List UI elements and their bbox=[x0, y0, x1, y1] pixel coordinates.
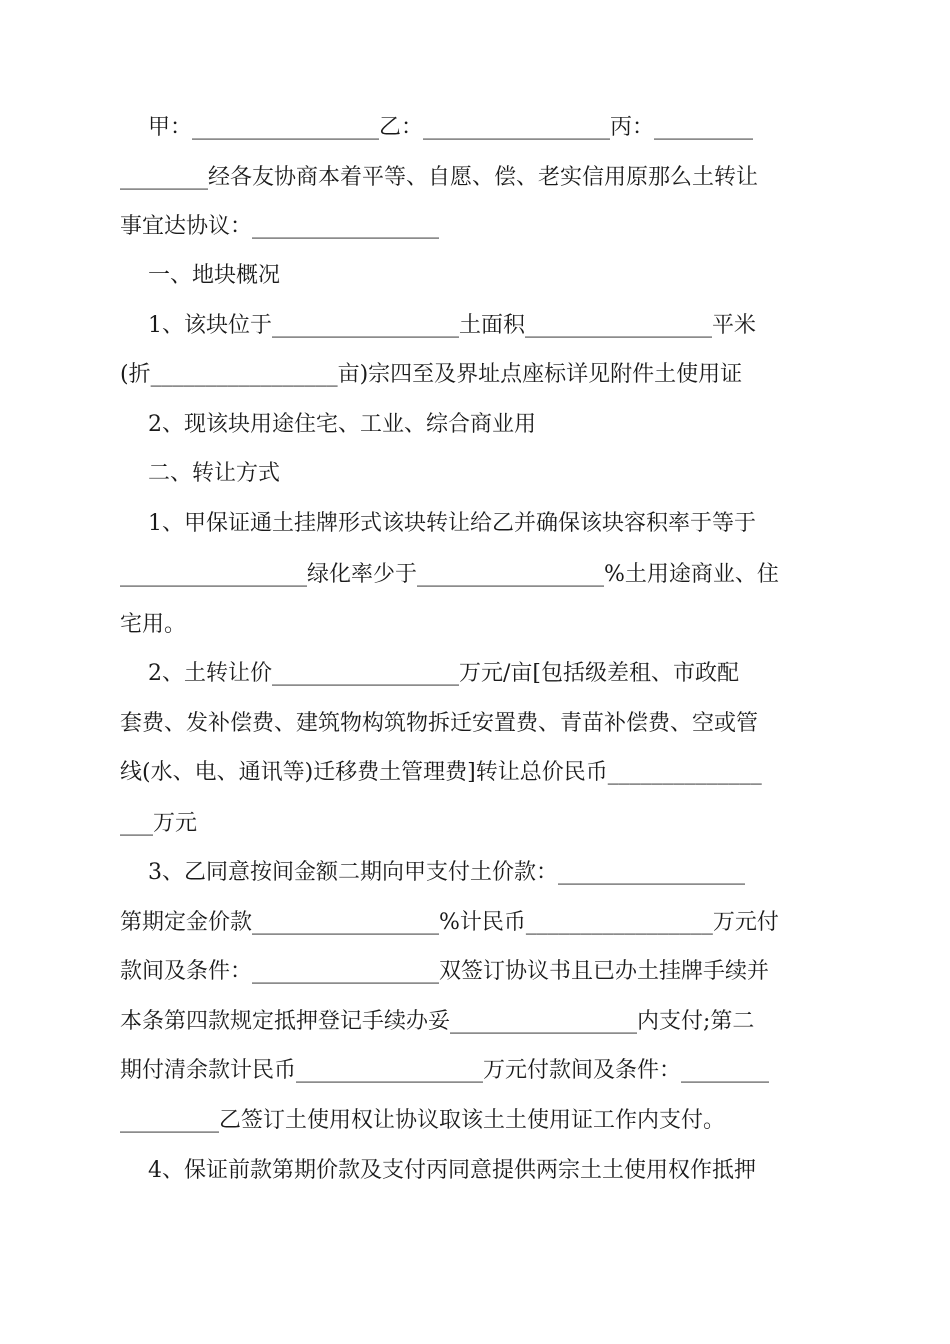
clause-2-3-line-3: 款间及条件：_________________双签订协议书且已办土挂牌手续并 bbox=[120, 959, 770, 984]
clause-2-3-line-1: 3、乙同意按间金额二期向甲支付土价款：_________________ bbox=[120, 860, 745, 885]
section-heading-1: 一、地块概况 bbox=[120, 263, 280, 288]
clause-1-1-line-2: (折_________________亩)宗四至及界址点座标详见附件土使用证 bbox=[120, 362, 743, 387]
clause-2-2-line-2: 套费、发补偿费、建筑物构筑物拆迁安置费、青苗补偿费、空或管 bbox=[120, 711, 759, 736]
clause-1-2: 2、现该块用途住宅、工业、综合商业用 bbox=[120, 412, 536, 437]
clause-2-3-line-5: 期付清余款计民币_________________万元付款间及条件：________ bbox=[120, 1058, 770, 1083]
clause-2-1-line-3: 宅用。 bbox=[120, 612, 187, 637]
clause-2-3-line-4: 本条第四款规定抵押登记手续办妥_________________内支付;第二 bbox=[120, 1009, 755, 1034]
clause-2-3-line-6: _________乙签订土使用权让协议取该土土使用证工作内支付。 bbox=[120, 1108, 726, 1133]
clause-1-1-line-1: 1、该块位于_________________土面积_________________平米 bbox=[120, 313, 756, 338]
party-line: 甲：_________________乙：_________________丙：_________ bbox=[120, 115, 753, 140]
clause-2-3-line-2: 第期定金价款_________________%计民币_________________万元付 bbox=[120, 910, 779, 935]
clause-2-2-line-4: ___万元 bbox=[120, 811, 198, 836]
clause-2-2-line-1: 2、土转让价_________________万元/亩[包括级差租、市政配 bbox=[120, 661, 739, 686]
clause-2-1-line-2: _________________绿化率少于_________________%土用途商业、住 bbox=[120, 562, 779, 587]
clause-2-4-line-1: 4、保证前款第期价款及支付丙同意提供两宗土土使用权作抵押 bbox=[120, 1158, 756, 1183]
clause-2-2-line-3: 线(水、电、通讯等)迁移费土管理费]转让总价民币______________ bbox=[120, 760, 762, 785]
clause-2-1-line-1: 1、甲保证通土挂牌形式该块转让给乙并确保该块容积率于等于 bbox=[120, 511, 756, 536]
section-heading-2: 二、转让方式 bbox=[120, 461, 280, 486]
preamble-line-1: ________经各友协商本着平等、自愿、偿、老实信用原那么土转让 bbox=[120, 165, 759, 190]
preamble-line-2: 事宜达协议：_________________ bbox=[120, 214, 440, 239]
